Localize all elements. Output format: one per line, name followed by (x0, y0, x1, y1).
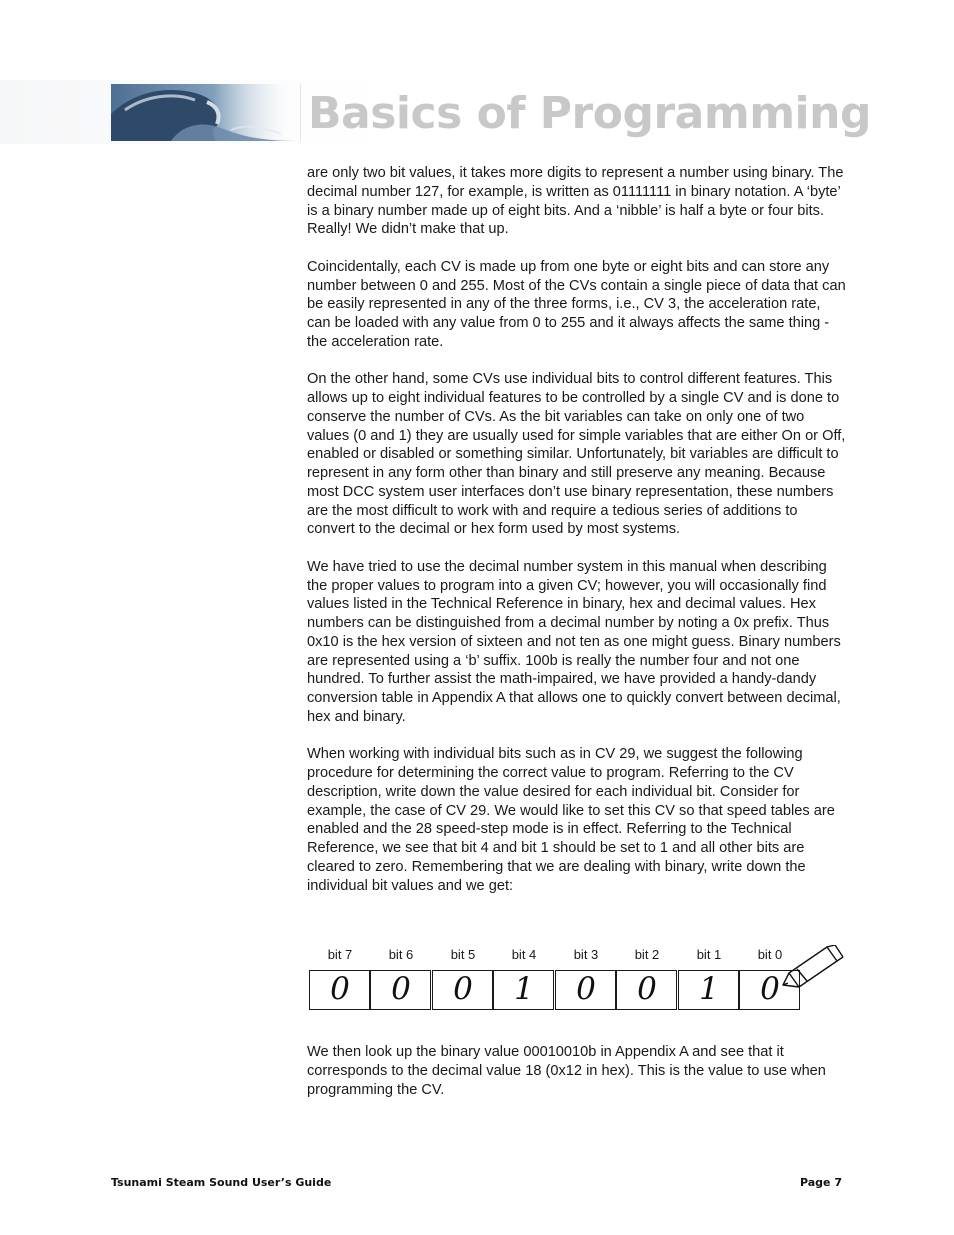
bit-value: 0 (576, 971, 596, 1007)
paragraph-cv-byte: Coincidentally, each CV is made up from one byte or eight bits and can store any number between 0 and 255. Most of the CVs contain a single piece of data that can be easily represented in any of the three forms, i.e., CV 3, the acceleration rate, can be loaded with any value from 0 to 255 and it always affects the same thing - the acceleration rate. (307, 258, 846, 350)
bit-value: 0 (453, 971, 473, 1007)
footer-page-number: Page 7 (799, 1176, 842, 1189)
paragraph-result: We then look up the binary value 00010010b in Appendix A and see that it corresponds to the decimal value 18 (0x12 in hex). This is the value to use when programming the CV. (307, 1044, 826, 1098)
bit-value: 1 (514, 971, 534, 1007)
bit-value: 0 (391, 971, 411, 1007)
body-text (307, 164, 847, 914)
header-divider (300, 84, 301, 141)
bit-value: 0 (330, 971, 350, 1007)
paragraph-binary-intro: are only two bit values, it takes more digits to represent a number using binary. The decimal number 127, for example, is written as 01111111 in binary notation. A ‘byte’ is a binary number made up of eight bits. And a ‘nibble’ is half a byte or four bits. Really! We didn’t make that up. (307, 165, 844, 238)
bit-label: bit 2 (634, 947, 660, 962)
bit-label: bit 1 (696, 947, 722, 962)
bit-label: bit 0 (757, 947, 783, 962)
bit-label: bit 7 (327, 947, 353, 962)
paragraph-number-systems: We have tried to use the decimal number system in this manual when describing the proper values to program into a given CV; however, you will occasionally find values listed in the Technical Reference in binary, hex and decimal values. Hex numbers can be distinguished from a decimal number by noting a 0x prefix. Thus 0x10 is the hex version of sixteen and not ten as one might guess. Binary numbers are represented using a ‘b’ suffix. 100b is really the number four and not one hundred. To further assist the math-impaired, we have provided a handy-dandy conversion table in Appendix A that allows one to quickly convert between decimal, hex and binary. (307, 558, 841, 725)
bit-value: 0 (637, 971, 657, 1007)
footer-guide-title: Tsunami Steam Sound User’s Guide (111, 1176, 332, 1189)
pencil-icon (779, 945, 845, 991)
bit-label: bit 3 (573, 947, 599, 962)
bit-label: bit 5 (450, 947, 476, 962)
bit-value: 0 (760, 971, 780, 1007)
bit-label: bit 4 (511, 947, 537, 962)
bit-value: 1 (699, 971, 719, 1007)
wave-logo-icon (111, 84, 297, 141)
paragraph-bit-variables: On the other hand, some CVs use individual bits to control different features. This allows up to eight individual features to be controlled by a single CV and is done to conserve the number of CVs. As the bit variables can take on only one of two values (0 and 1) they are usually used for simple variables that are either On or Off, enabled or disabled or something similar. Unfortunately, bit variables are difficult to represent in any form other than binary and still preserve any meaning. Because most DCC system user interfaces don’t use binary representation, these numbers are the most difficult to work with and require a tedious series of additions to convert to the decimal or hex form used by most systems. (307, 371, 846, 538)
paragraph-cv29-procedure: When working with individual bits such as in CV 29, we suggest the following procedure for determining the correct value to program. Referring to the CV description, write down the value desired for each individual bit. Consider for example, the case of CV 29. We would like to set this CV so that speed tables are enabled and the 28 speed-step mode is in effect. Referring to the Technical Reference, we see that bit 4 and bit 1 should be set to 1 and all other bits are cleared to zero. Remembering that we are dealing with binary, write down the individual bit values and we get: (307, 746, 835, 894)
bit-value-figure (309, 945, 849, 1015)
closing-text (307, 1043, 847, 1118)
page-title: Basics of Programming (308, 88, 871, 139)
bit-label: bit 6 (388, 947, 414, 962)
